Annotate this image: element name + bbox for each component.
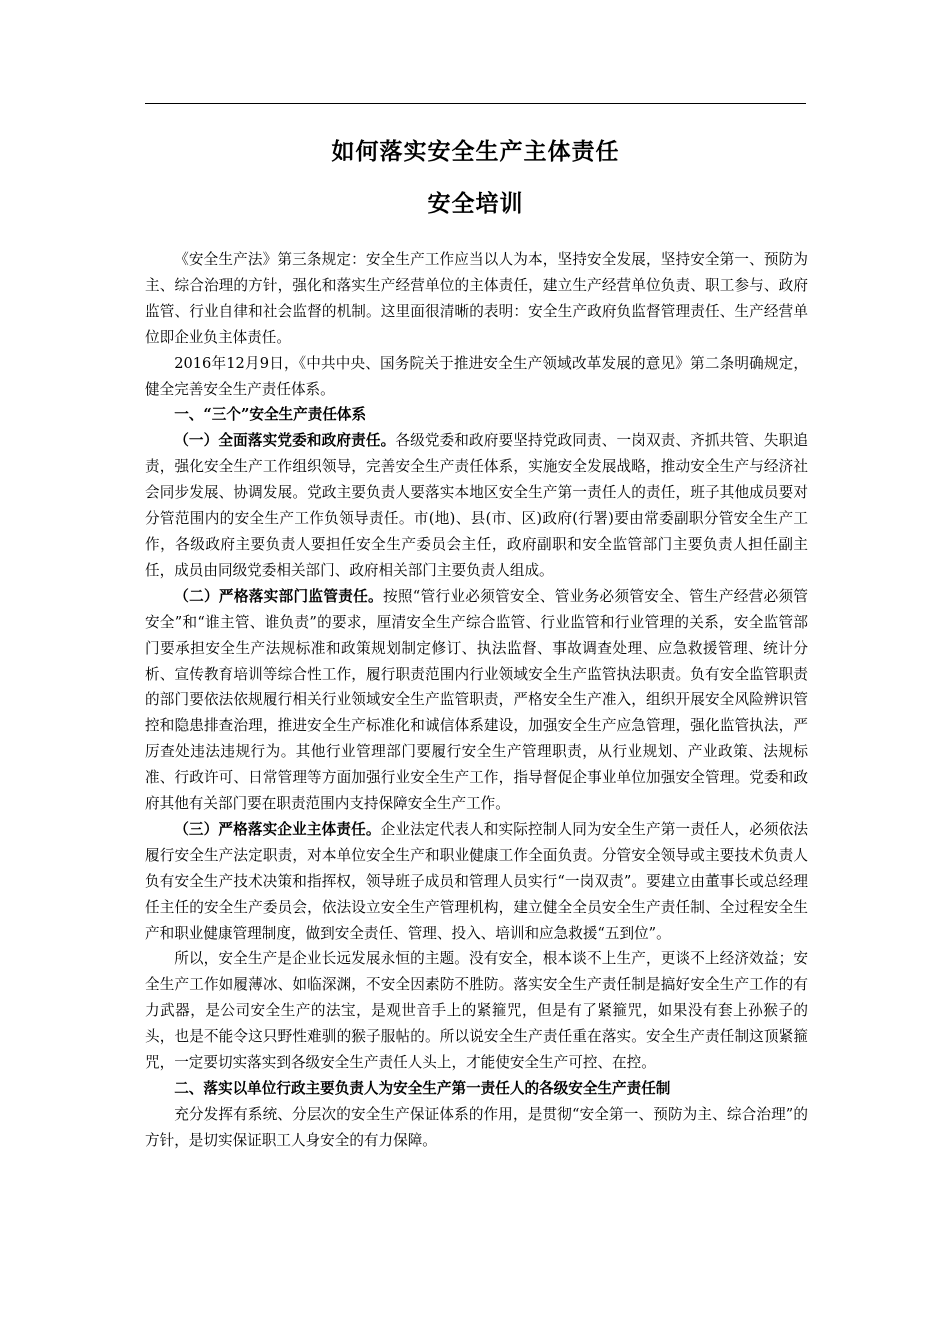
paragraph <box>145 584 808 817</box>
paragraph <box>145 428 808 583</box>
paragraph-heading: 二、落实以单位行政主要负责人为安全生产第一责任人的各级安全生产责任制 <box>174 1080 671 1097</box>
paragraph <box>145 1102 808 1154</box>
paragraph-text: 《安全生产法》第三条规定：安全生产工作应当以人为本，坚持安全发展，坚持安全第一、预防为主、综合治理的方针，强化和落实生产经营单位的主体责任，建立生产经营单位负责、职工参与、政府监管、行业自律和社会监督的机制。这里面很清晰的表明：安全生产政府负监督管理责任、生产经营单位即企业负主体责任。 <box>145 251 808 346</box>
paragraph-text: 各级党委和政府要坚持党政同责、一岗双责、齐抓共管、失职追责，强化安全生产工作组织领导，完善安全生产责任体系，实施安全发展战略，推动安全生产与经济社会同步发展、协调发展。党政主要负责人要落实本地区安全生产第一责任人的责任，班子其他成员要对分管范围内的安全生产工作负领导责任。市(地)、县(市、区)政府(行署)要由常委副职分管安全生产工作，各级政府主要负责人要担任安全生产委员会主任，政府副职和安全监管部门主要负责人担任副主任，成员由同级党委相关部门、政府相关部门主要负责人组成。 <box>145 432 808 579</box>
paragraph-heading: （二）严格落实部门监管责任。 <box>174 587 383 605</box>
paragraph-heading: 一、“三个”安全生产责任体系 <box>174 406 367 424</box>
document-subtitle: 安全培训 <box>427 191 524 217</box>
paragraph-heading: （三）严格落实企业主体责任。 <box>174 820 381 838</box>
paragraph-text: 2016年12月9日，《中共中央、国务院关于推进安全生产领域改革发展的意见》第二条明确规定，健全完善安全生产责任体系。 <box>145 354 808 398</box>
header-rule <box>145 103 806 104</box>
paragraph-text: 企业法定代表人和实际控制人同为安全生产第一责任人，必须依法履行安全生产法定职责，对本单位安全生产和职业健康工作全面负责。分管安全领导或主要技术负责人负有安全生产技术决策和指挥权，领导班子成员和管理人员实行“一岗双责”。要建立由董事长或总经理任主任的安全生产委员会，依法设立安全生产管理机构，建立健全全员安全生产责任制、全过程安全生产和职业健康管理制度，做到安全责任、管理、投入、培训和应急救援“五到位”。 <box>145 820 808 942</box>
paragraph-text: 充分发挥有系统、分层次的安全生产保证体系的作用，是贯彻“安全第一、预防为主、综合治理”的方针，是切实保证职工人身安全的有力保障。 <box>145 1105 808 1149</box>
document-body <box>145 247 808 1154</box>
document-title: 如何落实安全生产主体责任 <box>331 139 620 165</box>
paragraph-heading: （一）全面落实党委和政府责任。 <box>174 432 396 450</box>
paragraph-text: 按照“管行业必须管安全、管业务必须管安全、管生产经营必须管安全”和“谁主管、谁负责”的要求，厘清安全生产综合监管、行业监管和行业管理的关系，安全监管部门要承担安全生产法规标准和政策规划制定修订、执法监督、事故调查处理、应急救援管理、统计分析、宣传教育培训等综合性工作，履行职责范围内行业领域安全生产监管执法职责。负有安全监管职责的部门要依法依规履行相关行业领域安全生产监管职责，严格安全生产准入，组织开展安全风险辨识管控和隐患排查治理，推进安全生产标准化和诚信体系建设，加强安全生产应急管理，强化监管执法，严厉查处违法违规行为。其他行业管理部门要履行安全生产管理职责，从行业规划、产业政策、法规标准、行政许可、日常管理等方面加强行业安全生产工作，指导督促企事业单位加强安全管理。党委和政府其他有关部门要在职责范围内支持保障安全生产工作。 <box>145 587 808 813</box>
paragraph <box>145 817 808 947</box>
paragraph <box>145 402 808 428</box>
paragraph <box>145 247 808 351</box>
paragraph <box>145 351 808 403</box>
paragraph <box>145 1076 808 1102</box>
paragraph-text: 所以，安全生产是企业长远发展永恒的主题。没有安全，根本谈不上生产，更谈不上经济效益；安全生产工作如履薄冰、如临深渊，不安全因素防不胜防。落实安全生产责任制是搞好安全生产工作的有力武器，是公司安全生产的法宝，是观世音手上的紧箍咒，但是有了紧箍咒，如果没有套上孙猴子的头，也是不能令这只野性难驯的猴子服帖的。所以说安全生产责任重在落实。安全生产责任制这顶紧箍咒，一定要切实落实到各级安全生产责任人头上，才能使安全生产可控、在控。 <box>145 950 808 1072</box>
paragraph <box>145 946 808 1076</box>
